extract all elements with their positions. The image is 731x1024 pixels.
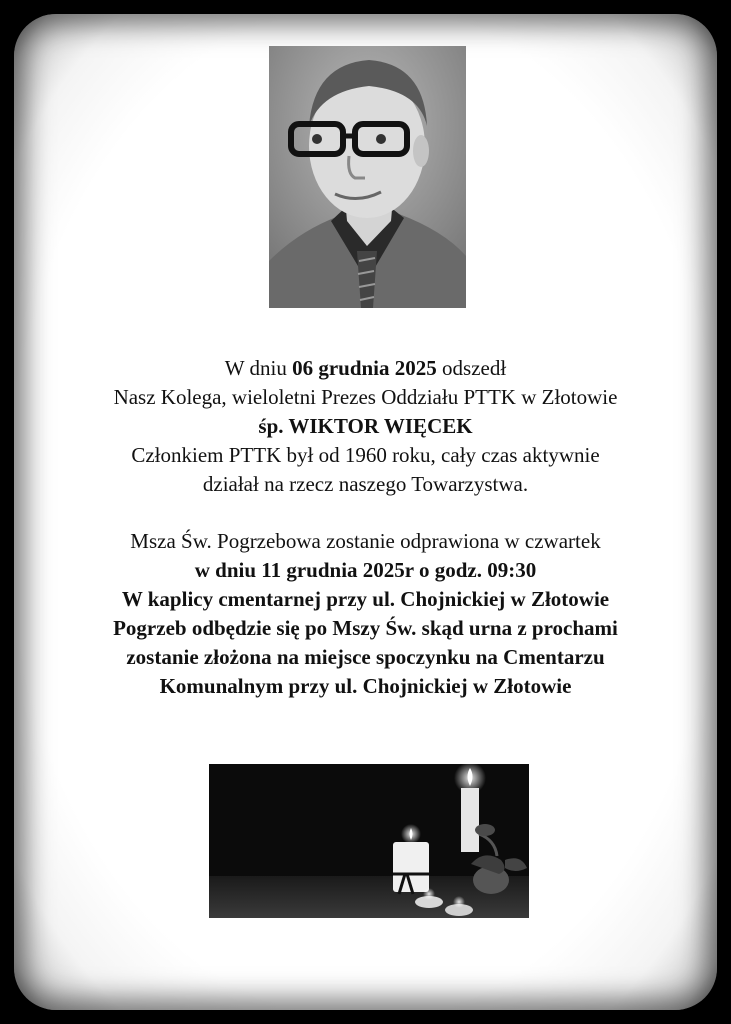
- cemetery-line: Komunalnym przy ul. Chojnickiej w Złotowie: [159, 674, 572, 698]
- candles-photo: [209, 764, 529, 918]
- membership-line: Członkiem PTTK był od 1960 roku, cały czas aktywnie: [131, 443, 600, 467]
- burial-line: Pogrzeb odbędzie się po Mszy Św. skąd urna z prochami: [113, 616, 618, 640]
- role-line: Nasz Kolega, wieloletni Prezes Oddziału PTTK w Złotowie: [113, 385, 618, 409]
- mass-announcement-line: Msza Św. Pogrzebowa zostanie odprawiona w czwartek: [130, 529, 601, 553]
- mass-date-line: w dniu 11 grudnia 2025r o godz. 09:30: [194, 558, 537, 582]
- obituary-text: [14, 354, 717, 701]
- chapel-location-line: W kaplicy cmentarnej przy ul. Chojnickiej w Złotowie: [121, 587, 610, 611]
- membership-line-2: działał na rzecz naszego Towarzystwa.: [202, 472, 529, 496]
- burial-line-2: zostanie złożona na miejsce spoczynku na Cmentarzu: [126, 645, 605, 669]
- deceased-name: śp. WIKTOR WIĘCEK: [258, 414, 473, 438]
- death-announcement-line: W dniu 06 grudnia 2025 odszedł: [224, 356, 507, 380]
- portrait-photo: [269, 46, 466, 308]
- obituary-notice: [14, 14, 717, 1010]
